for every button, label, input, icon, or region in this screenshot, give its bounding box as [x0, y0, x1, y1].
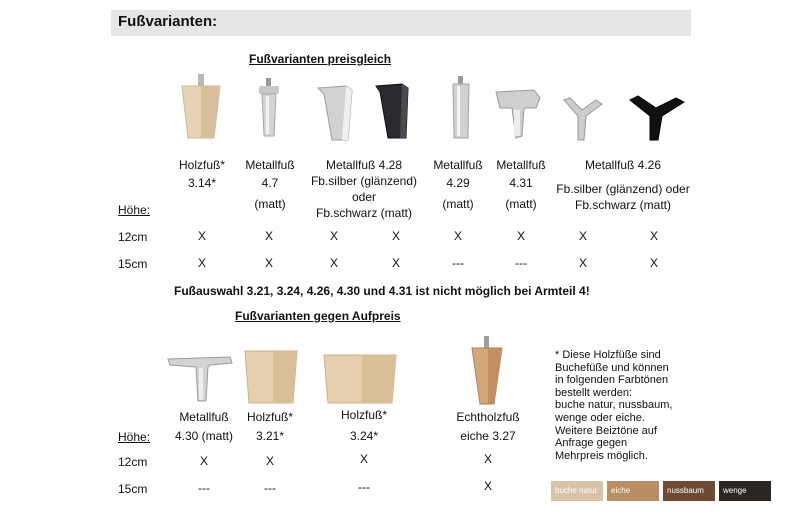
cell: X	[483, 452, 492, 466]
section2-hoehe-header: Höhe:	[118, 430, 151, 444]
swatch-buche-natur: buche natur	[551, 481, 603, 501]
cell: X	[516, 229, 525, 243]
black-bracket-foot-icon	[372, 82, 412, 140]
cell: ---	[452, 256, 464, 270]
cell: ---	[264, 481, 276, 495]
swatch-wenge: wenge	[719, 481, 771, 501]
cell: X	[197, 229, 206, 243]
swatch-eiche: eiche	[607, 481, 659, 501]
cell: X	[483, 479, 492, 493]
cell: X	[329, 229, 338, 243]
cell: X	[264, 229, 273, 243]
cell: X	[391, 256, 400, 270]
section1-hoehe-header: Höhe:	[118, 203, 151, 217]
black-t-foot-icon	[628, 94, 688, 144]
cell: X	[265, 454, 274, 468]
wood-tapered-foot-icon	[176, 74, 226, 144]
metal-angle-foot-icon	[494, 88, 544, 140]
cell: X	[264, 256, 273, 270]
section1-row-12cm: 12cm	[118, 230, 148, 244]
swatch-nussbaum: nussbaum	[663, 481, 715, 501]
column-label-metallfuss-431: Metallfuß 4.31 (matt)	[496, 158, 546, 211]
section2-row-15cm: 15cm	[118, 482, 148, 496]
silver-t-foot-icon	[562, 96, 606, 144]
cell: ---	[515, 256, 527, 270]
wood-wide-block-foot-icon	[322, 353, 398, 405]
column-label-metallfuss-429: Metallfuß 4.29 (matt)	[433, 158, 483, 211]
column-label-metallfuss-426: Metallfuß 4.26 Fb.silber (glänzend) oder Fb.schwarz (matt)	[556, 158, 690, 212]
cell: X	[359, 452, 368, 466]
cell: X	[453, 229, 462, 243]
cell: X	[391, 229, 400, 243]
cell: X	[649, 229, 658, 243]
cell: X	[197, 256, 206, 270]
metal-cylinder-foot-icon	[254, 78, 284, 142]
cell: X	[578, 229, 587, 243]
column-label-echtholzfuss-327: Echtholzfuß eiche 3.27	[456, 410, 520, 443]
wood-block-foot-icon	[243, 349, 299, 405]
cell: ---	[198, 481, 210, 495]
column-label-metallfuss-430: Metallfuß 4.30 (matt)	[174, 410, 234, 443]
solid-wood-cone-foot-icon	[468, 336, 506, 408]
cell: X	[649, 256, 658, 270]
silver-bracket-foot-icon	[316, 84, 356, 142]
cell: X	[578, 256, 587, 270]
column-label-metallfuss-47: Metallfuß 4.7 (matt)	[245, 158, 295, 211]
column-label-holzfuss-314: Holzfuß* 3.14*	[178, 158, 225, 190]
section1-row-15cm: 15cm	[118, 257, 148, 271]
section2-heading: Fußvarianten gegen Aufpreis	[235, 309, 401, 323]
armteil-warning: Fußauswahl 3.21, 3.24, 4.26, 4.30 und 4.31 ist nicht möglich bei Armteil 4!	[174, 284, 590, 298]
cell: X	[199, 454, 208, 468]
column-label-holzfuss-321: Holzfuß* 3.21*	[246, 410, 293, 443]
page-title: Fußvarianten:	[118, 13, 218, 30]
cell: X	[329, 256, 338, 270]
metal-t-foot-icon	[166, 355, 234, 405]
cell: ---	[358, 480, 370, 494]
section1-heading: Fußvarianten preisgleich	[249, 52, 392, 66]
section2-row-12cm: 12cm	[118, 455, 148, 469]
column-label-metallfuss-428: Metallfuß 4.28 Fb.silber (glänzend) oder Fb.schwarz (matt)	[310, 158, 418, 220]
metal-cylinder-foot-icon	[446, 76, 476, 142]
column-label-holzfuss-324: Holzfuß* 3.24*	[340, 408, 387, 443]
wood-color-note: * Diese Holzfüße sind Buchefüße und können in folgenden Farbtönen bestellt werden: buche natur, nussbaum, wenge oder eiche. Weitere Beiztöne auf Anfrage gegen Mehrpreis möglich.	[555, 349, 673, 462]
